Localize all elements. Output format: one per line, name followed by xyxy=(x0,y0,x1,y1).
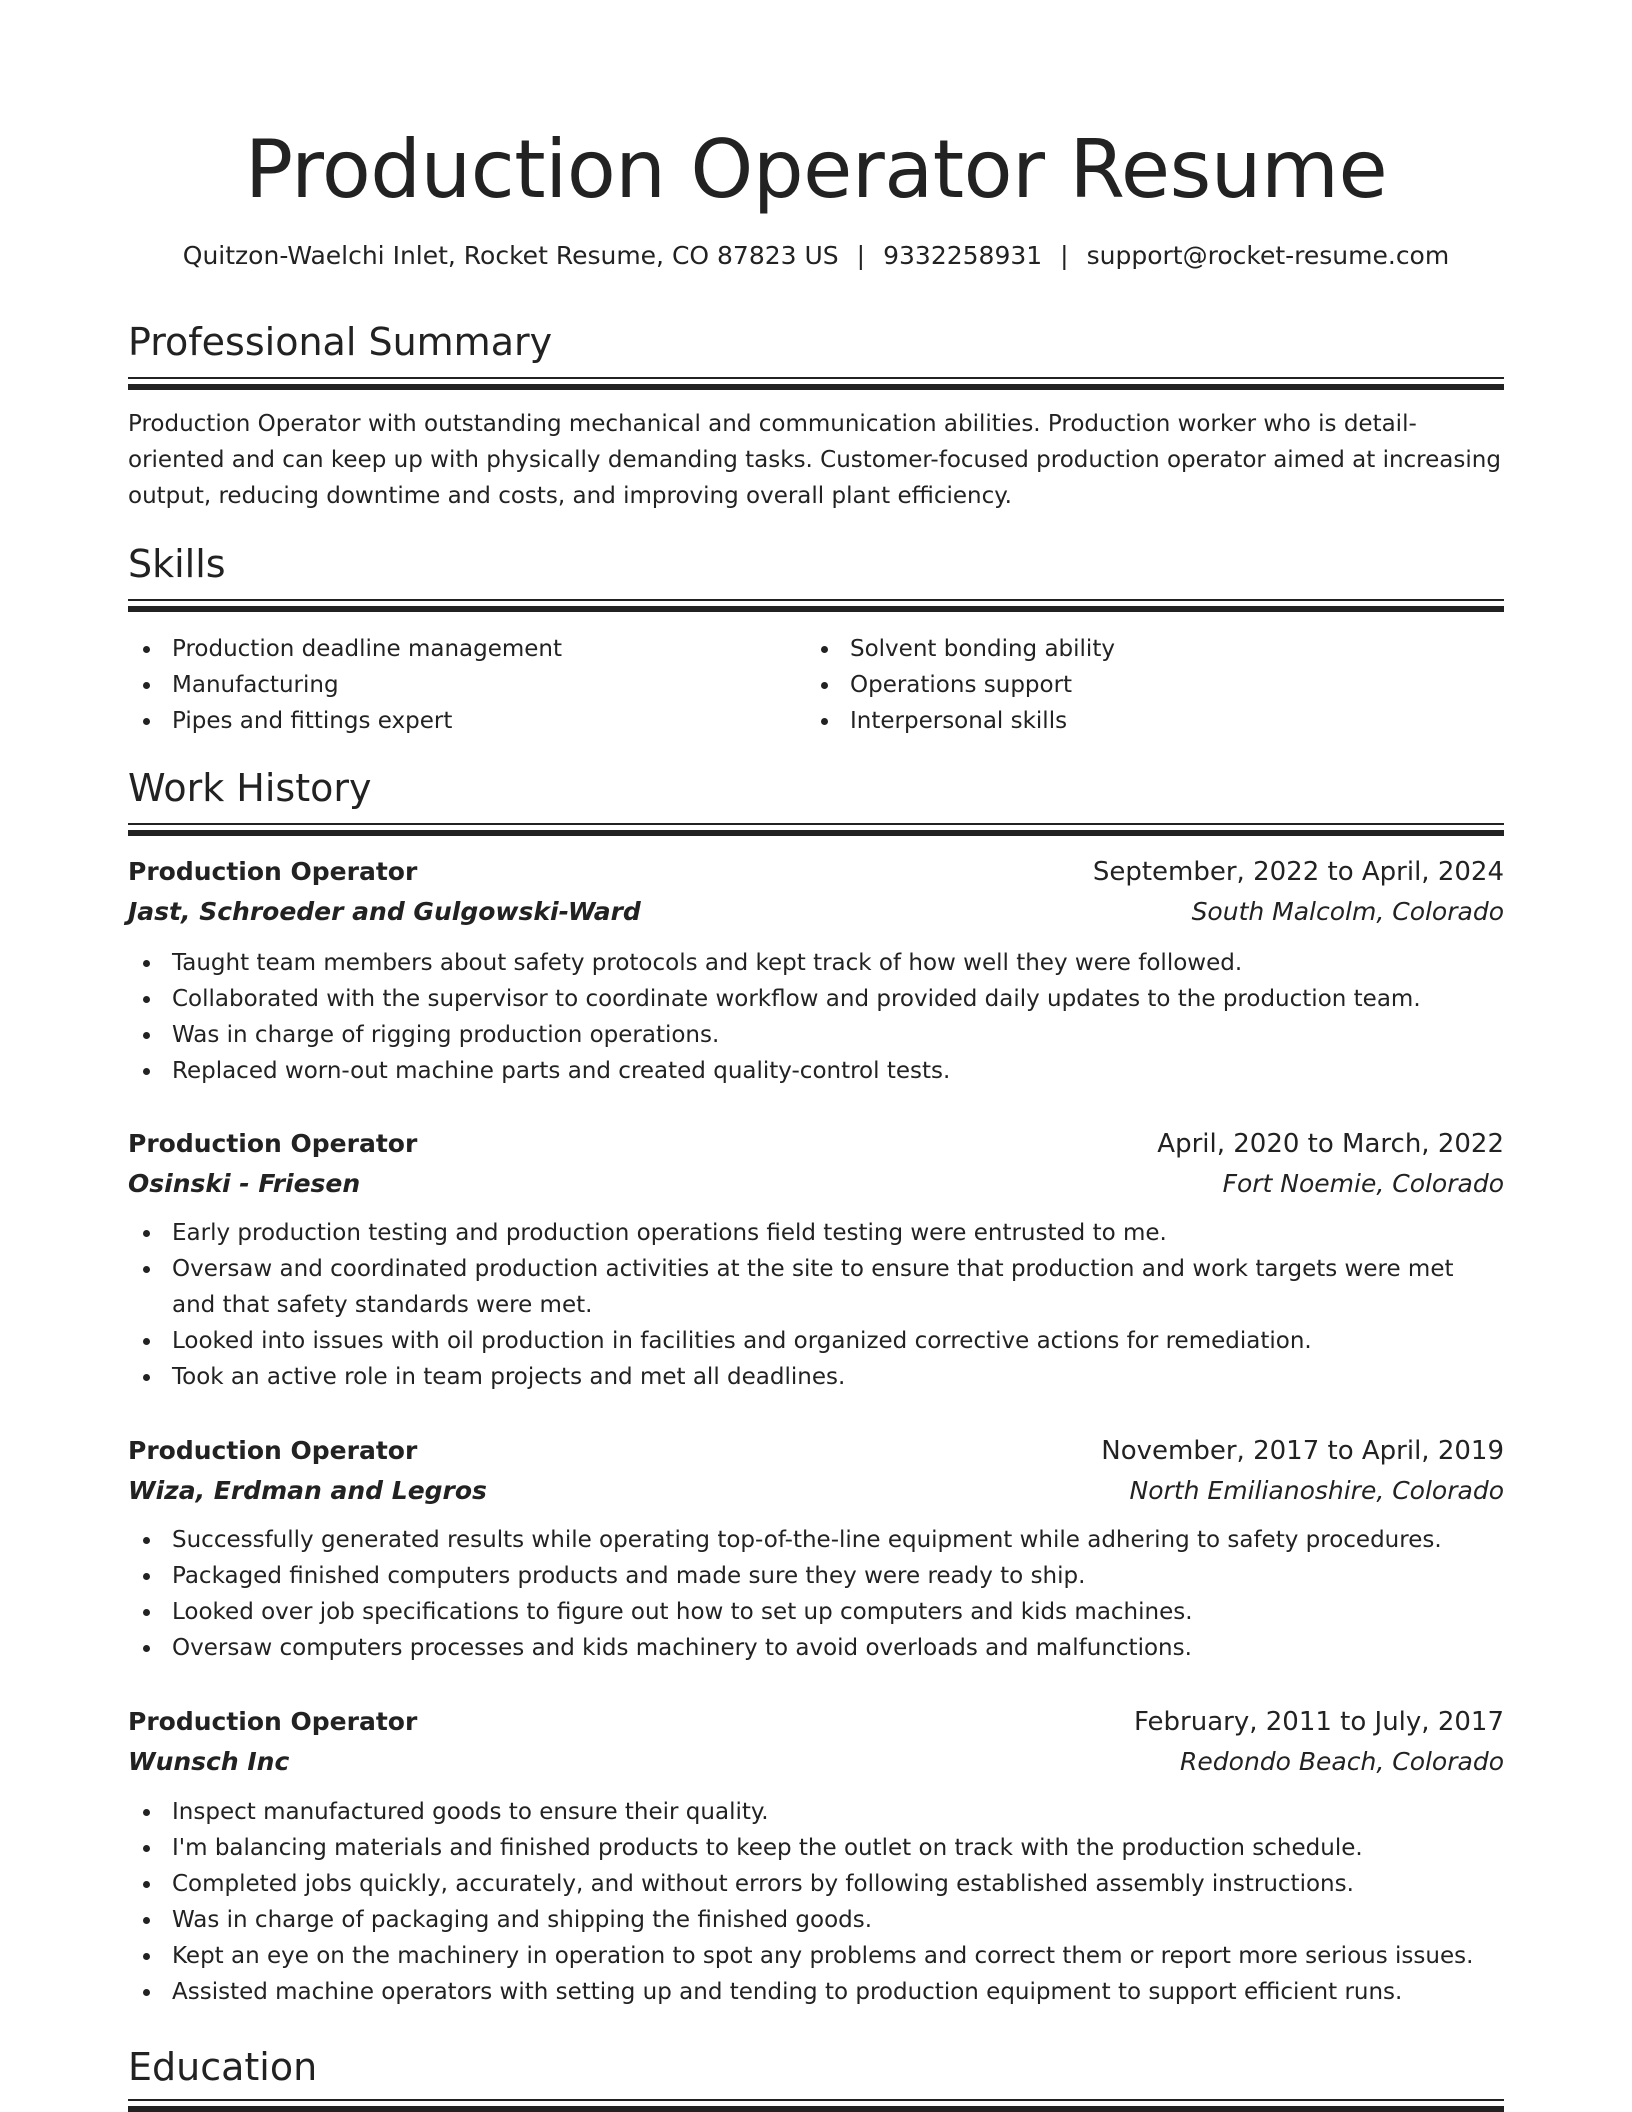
summary-heading: Professional Summary xyxy=(128,320,553,364)
contact-separator: | xyxy=(856,241,866,270)
section-rule-thin xyxy=(128,377,1504,379)
job-dates: September, 2022 to April, 2024 xyxy=(1092,857,1504,887)
job-header-row xyxy=(128,852,1504,892)
skill-item: Solvent bonding ability xyxy=(806,631,1446,667)
job-header-row xyxy=(128,1702,1504,1742)
skills-heading: Skills xyxy=(128,542,226,586)
job-location: Redondo Beach, Colorado xyxy=(1180,1747,1504,1776)
skills-section-header xyxy=(128,539,1504,589)
job-bullet: Taught team members about safety protocols and kept track of how well they were followed. xyxy=(128,945,1504,981)
job-bullet: Was in charge of rigging production operations. xyxy=(128,1017,1504,1053)
skill-item: Interpersonal skills xyxy=(806,703,1446,739)
job-bullets xyxy=(128,945,1504,1089)
job-title: Production Operator xyxy=(128,1129,418,1158)
job-company: Osinski - Friesen xyxy=(128,1169,361,1198)
job-header-row xyxy=(128,1431,1504,1471)
education-section-header xyxy=(128,2042,1504,2092)
skills-list-right xyxy=(806,631,1446,739)
job-location: South Malcolm, Colorado xyxy=(1191,897,1504,926)
skills-list-left xyxy=(128,631,768,739)
job-bullet: Replaced worn-out machine parts and created quality-control tests. xyxy=(128,1053,1504,1089)
work-section-header xyxy=(128,763,1504,813)
job-bullet: Successfully generated results while operating top-of-the-line equipment while adhering to safety procedures. xyxy=(128,1522,1504,1558)
job-entry xyxy=(128,1124,1504,1390)
job-company-row xyxy=(128,1164,1504,1204)
job-bullet: Was in charge of packaging and shipping the finished goods. xyxy=(128,1902,1504,1938)
job-bullet: Oversaw computers processes and kids machinery to avoid overloads and malfunctions. xyxy=(128,1630,1504,1666)
job-bullet: Looked into issues with oil production in facilities and organized corrective actions for remediation. xyxy=(128,1323,1504,1359)
job-entry xyxy=(128,1431,1504,1661)
job-bullet: I'm balancing materials and finished products to keep the outlet on track with the production schedule. xyxy=(128,1830,1504,1866)
job-bullet: Inspect manufactured goods to ensure their quality. xyxy=(128,1794,1504,1830)
job-dates: February, 2011 to July, 2017 xyxy=(1134,1707,1504,1737)
job-title: Production Operator xyxy=(128,1707,418,1736)
skill-item: Pipes and fittings expert xyxy=(128,703,768,739)
education-heading: Education xyxy=(128,2045,318,2089)
section-rule-thin xyxy=(128,2099,1504,2101)
contact-email: support@rocket-resume.com xyxy=(1086,241,1450,270)
job-bullet: Packaged finished computers products and made sure they were ready to ship. xyxy=(128,1558,1504,1594)
skill-item: Operations support xyxy=(806,667,1446,703)
skill-item: Production deadline management xyxy=(128,631,768,667)
section-rule-thick xyxy=(128,606,1504,612)
section-rule-thin xyxy=(128,823,1504,825)
summary-text: Production Operator with outstanding mechanical and communication abilities. Production worker who is detail-oriented and can keep up with physically demanding tasks. Customer-focused production operator aimed at increasing output, reducing downtime and costs, and improving overall plant efficiency. xyxy=(128,411,1501,509)
job-company: Jast, Schroeder and Gulgowski-Ward xyxy=(128,897,641,926)
job-bullet: Oversaw and coordinated production activities at the site to ensure that production and work targets were met and that safety standards were met. xyxy=(128,1251,1504,1323)
job-bullet: Early production testing and production operations field testing were entrusted to me. xyxy=(128,1215,1504,1251)
job-company-row xyxy=(128,1742,1504,1782)
job-dates: April, 2020 to March, 2022 xyxy=(1157,1129,1504,1159)
job-company-row xyxy=(128,1471,1504,1511)
job-location: North Emilianoshire, Colorado xyxy=(1129,1476,1504,1505)
job-bullet: Looked over job specifications to figure out how to set up computers and kids machines. xyxy=(128,1594,1504,1630)
job-title: Production Operator xyxy=(128,1436,418,1465)
contact-address: Quitzon-Waelchi Inlet, Rocket Resume, CO 87823 US xyxy=(182,241,839,270)
job-bullet: Took an active role in team projects and met all deadlines. xyxy=(128,1359,1504,1395)
section-rule-thick xyxy=(128,2106,1504,2112)
job-company-row xyxy=(128,892,1504,932)
contact-phone: 9332258931 xyxy=(883,241,1043,270)
contact-line xyxy=(0,238,1632,274)
section-rule-thin xyxy=(128,599,1504,601)
work-heading: Work History xyxy=(128,766,372,810)
job-entry xyxy=(128,852,1504,1084)
section-rule-thick xyxy=(128,830,1504,836)
job-bullet: Kept an eye on the machinery in operation to spot any problems and correct them or report more serious issues. xyxy=(128,1938,1504,1974)
section-rule-thick xyxy=(128,384,1504,390)
job-bullets xyxy=(128,1215,1504,1395)
contact-separator: | xyxy=(1060,241,1069,270)
job-header-row xyxy=(128,1124,1504,1164)
job-bullets xyxy=(128,1794,1504,2010)
skill-item: Manufacturing xyxy=(128,667,768,703)
job-bullet: Completed jobs quickly, accurately, and without errors by following established assembly instructions. xyxy=(128,1866,1504,1902)
job-bullet: Collaborated with the supervisor to coordinate workflow and provided daily updates to the production team. xyxy=(128,981,1504,1017)
job-title: Production Operator xyxy=(128,857,418,886)
resume-title: Production Operator Resume xyxy=(244,123,1388,216)
job-bullet: Assisted machine operators with setting up and tending to production equipment to support efficient runs. xyxy=(128,1974,1504,2010)
job-bullets xyxy=(128,1522,1504,1666)
summary-section-header xyxy=(128,317,1504,367)
job-company: Wiza, Erdman and Legros xyxy=(128,1476,487,1505)
job-dates: November, 2017 to April, 2019 xyxy=(1101,1436,1504,1466)
job-entry xyxy=(128,1702,1504,2005)
job-company: Wunsch Inc xyxy=(128,1747,290,1776)
job-location: Fort Noemie, Colorado xyxy=(1222,1169,1504,1198)
